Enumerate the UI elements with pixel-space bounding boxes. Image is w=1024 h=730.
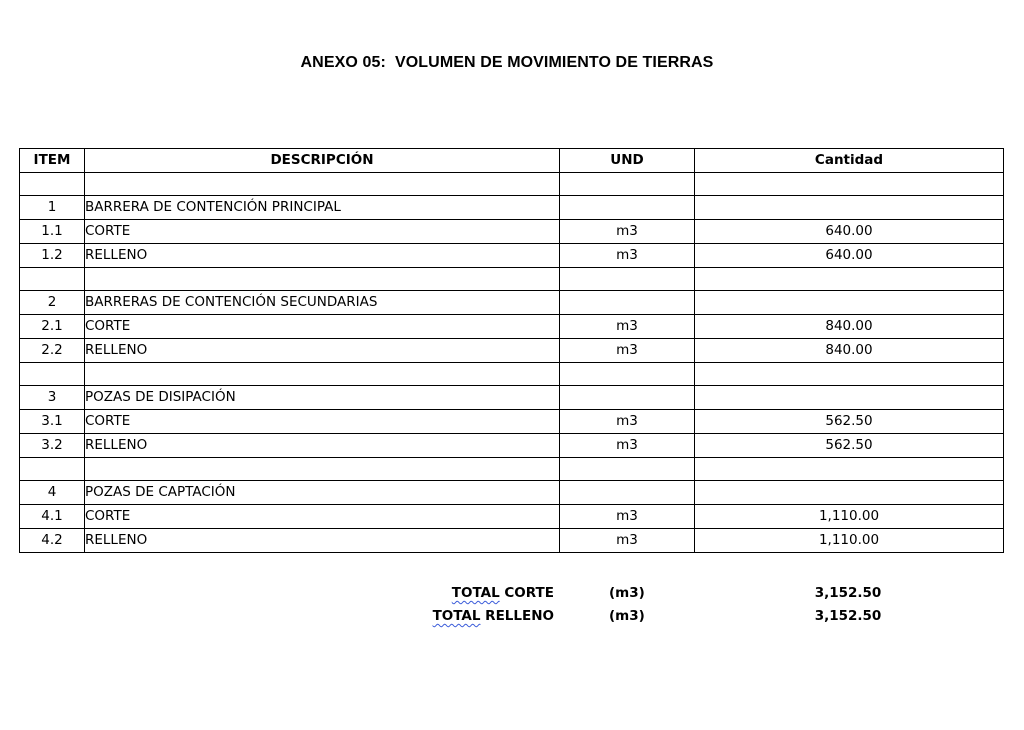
cell-quantity: [695, 458, 1004, 481]
cell-quantity: [695, 363, 1004, 386]
cell-description: CORTE: [85, 220, 560, 244]
cell-unit: [560, 173, 695, 196]
cell-quantity: 840.00: [695, 339, 1004, 363]
cell-description: CORTE: [85, 315, 560, 339]
cell-unit: m3: [560, 244, 695, 268]
cell-item: [20, 458, 85, 481]
table-row: [20, 386, 1004, 410]
table-row: [20, 244, 1004, 268]
cell-unit: m3: [560, 505, 695, 529]
total-label-first-word: TOTAL: [432, 608, 481, 624]
cell-unit: m3: [560, 529, 695, 553]
cell-quantity: [695, 268, 1004, 291]
cell-description: RELLENO: [85, 434, 560, 458]
cell-unit: m3: [560, 315, 695, 339]
cell-description: [85, 173, 560, 196]
table-row: [20, 481, 1004, 505]
table-row: [20, 505, 1004, 529]
earthworks-table: [19, 148, 1004, 553]
cell-unit: [560, 268, 695, 291]
cell-quantity: 840.00: [695, 315, 1004, 339]
cell-description: [85, 268, 560, 291]
cell-description: BARRERAS DE CONTENCIÓN SECUNDARIAS: [85, 291, 560, 315]
cell-item: 4.2: [20, 529, 85, 553]
cell-quantity: [695, 173, 1004, 196]
cell-unit: m3: [560, 220, 695, 244]
cell-unit: [560, 196, 695, 220]
total-label-first-word: TOTAL: [451, 585, 500, 601]
header-description: DESCRIPCIÓN: [85, 149, 560, 173]
table-row: [20, 529, 1004, 553]
table-row: [20, 220, 1004, 244]
total-label-rest: CORTE: [499, 585, 554, 601]
cell-quantity: 562.50: [695, 434, 1004, 458]
total-unit: (m3): [609, 608, 645, 624]
cell-unit: m3: [560, 410, 695, 434]
cell-item: 4: [20, 481, 85, 505]
cell-item: 3: [20, 386, 85, 410]
total-row: [0, 608, 1024, 630]
cell-quantity: 640.00: [695, 244, 1004, 268]
table-row: [20, 173, 1004, 196]
cell-description: RELLENO: [85, 529, 560, 553]
cell-unit: [560, 481, 695, 505]
table-header-row: [20, 149, 1004, 173]
cell-item: 3.2: [20, 434, 85, 458]
cell-item: 2.1: [20, 315, 85, 339]
cell-unit: [560, 386, 695, 410]
table-row: [20, 196, 1004, 220]
cell-description: RELLENO: [85, 339, 560, 363]
cell-item: [20, 268, 85, 291]
total-label: [433, 608, 554, 624]
cell-quantity: [695, 291, 1004, 315]
cell-item: [20, 363, 85, 386]
cell-quantity: 562.50: [695, 410, 1004, 434]
table-row: [20, 363, 1004, 386]
cell-item: 2: [20, 291, 85, 315]
cell-item: 4.1: [20, 505, 85, 529]
cell-item: 2.2: [20, 339, 85, 363]
cell-quantity: 1,110.00: [695, 505, 1004, 529]
cell-quantity: 640.00: [695, 220, 1004, 244]
total-value: 3,152.50: [814, 608, 882, 624]
cell-item: 1.1: [20, 220, 85, 244]
cell-description: [85, 458, 560, 481]
total-label: [452, 585, 554, 601]
table-row: [20, 410, 1004, 434]
cell-unit: [560, 363, 695, 386]
table-row: [20, 315, 1004, 339]
cell-quantity: [695, 196, 1004, 220]
total-unit: (m3): [609, 585, 645, 601]
table-row: [20, 339, 1004, 363]
cell-unit: [560, 291, 695, 315]
table-row: [20, 291, 1004, 315]
cell-quantity: 1,110.00: [695, 529, 1004, 553]
cell-item: 1.2: [20, 244, 85, 268]
total-row: [0, 585, 1024, 607]
cell-quantity: [695, 481, 1004, 505]
cell-unit: m3: [560, 434, 695, 458]
cell-item: [20, 173, 85, 196]
cell-unit: [560, 458, 695, 481]
cell-quantity: [695, 386, 1004, 410]
document-title: ANEXO 05: VOLUMEN DE MOVIMIENTO DE TIERRAS: [300, 54, 714, 71]
cell-description: RELLENO: [85, 244, 560, 268]
header-quantity: Cantidad: [695, 149, 1004, 173]
header-unit: UND: [560, 149, 695, 173]
table-row: [20, 458, 1004, 481]
total-value: 3,152.50: [814, 585, 882, 601]
table-row: [20, 434, 1004, 458]
header-item: ITEM: [20, 149, 85, 173]
cell-description: POZAS DE CAPTACIÓN: [85, 481, 560, 505]
cell-item: 3.1: [20, 410, 85, 434]
table-row: [20, 268, 1004, 291]
cell-description: [85, 363, 560, 386]
cell-description: CORTE: [85, 505, 560, 529]
cell-description: BARRERA DE CONTENCIÓN PRINCIPAL: [85, 196, 560, 220]
cell-item: 1: [20, 196, 85, 220]
total-label-rest: RELLENO: [480, 608, 554, 624]
cell-unit: m3: [560, 339, 695, 363]
cell-description: CORTE: [85, 410, 560, 434]
cell-description: POZAS DE DISIPACIÓN: [85, 386, 560, 410]
